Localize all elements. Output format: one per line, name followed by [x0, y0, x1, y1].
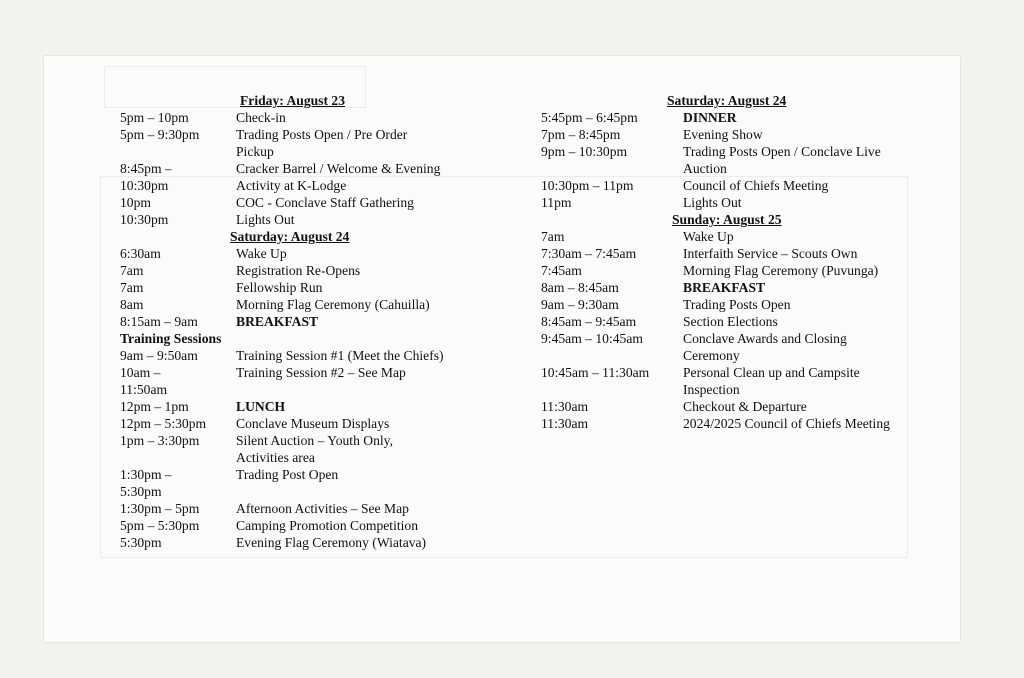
left-schedule-column [120, 92, 500, 551]
event-time: 8:15am – 9am [120, 314, 198, 329]
event-activity: Camping Promotion Competition [236, 518, 419, 533]
event-activity: Training Session #1 (Meet the Chiefs) [236, 348, 444, 363]
schedule-row [120, 160, 500, 194]
event-time: 9am – 9:30am [541, 297, 619, 312]
schedule-row [120, 279, 500, 296]
schedule-row [120, 415, 500, 432]
event-time: 8am [120, 297, 144, 312]
event-activity: Trading Post Open [236, 467, 339, 482]
saturday-afternoon-events [120, 347, 500, 551]
saturday-evening-header: Saturday: August 24 [667, 93, 787, 108]
event-time: 5:30pm [120, 535, 162, 550]
event-activity: Interfaith Service – Scouts Own [683, 246, 858, 261]
schedule-row [120, 500, 500, 517]
saturday-evening-events [541, 109, 931, 211]
event-activity: LUNCH [236, 399, 286, 414]
schedule-row [120, 517, 500, 534]
schedule-row [541, 313, 931, 330]
event-activity: Training Session #2 – See Map [236, 365, 406, 380]
friday-events [120, 109, 500, 228]
event-activity: Silent Auction – Youth Only, Activities area [236, 433, 393, 465]
schedule-row [541, 262, 931, 279]
event-time: 5pm – 5:30pm [120, 518, 200, 533]
event-time: 10pm [120, 195, 151, 210]
schedule-row [541, 228, 931, 245]
event-time: 9am – 9:50am [120, 348, 198, 363]
event-activity: Registration Re-Opens [236, 263, 361, 278]
event-activity: Morning Flag Ceremony (Cahuilla) [236, 297, 430, 312]
event-time: 7:30am – 7:45am [541, 246, 637, 261]
event-time: 5pm – 9:30pm [120, 127, 200, 142]
schedule-row [120, 398, 500, 415]
training-sessions-label: Training Sessions [120, 331, 222, 346]
right-schedule-column [541, 92, 931, 432]
event-time: 8:45pm – 10:30pm [120, 161, 172, 193]
event-time: 8:45am – 9:45am [541, 314, 637, 329]
event-time: 7am [120, 263, 144, 278]
event-activity: Evening Show [683, 127, 763, 142]
friday-header: Friday: August 23 [240, 93, 345, 108]
event-time: 9:45am – 10:45am [541, 331, 643, 346]
event-time: 5pm – 10pm [120, 110, 189, 125]
schedule-row [120, 126, 500, 160]
schedule-row [541, 279, 931, 296]
event-activity: Fellowship Run [236, 280, 323, 295]
schedule-row [541, 177, 931, 194]
schedule-row [120, 466, 500, 500]
event-activity: Wake Up [236, 246, 287, 261]
event-time: 10:30pm – 11pm [541, 178, 634, 193]
event-activity: Section Elections [683, 314, 778, 329]
event-activity: Lights Out [683, 195, 742, 210]
event-activity: Trading Posts Open / Conclave Live Auction [683, 144, 881, 176]
event-activity: Council of Chiefs Meeting [683, 178, 829, 193]
schedule-row [120, 313, 500, 330]
schedule-row [541, 143, 931, 177]
event-activity: BREAKFAST [683, 280, 766, 295]
event-time: 11pm [541, 195, 572, 210]
event-activity: Evening Flag Ceremony (Wiatava) [236, 535, 427, 550]
schedule-row [541, 126, 931, 143]
event-time: 9pm – 10:30pm [541, 144, 628, 159]
schedule-row [541, 415, 931, 432]
event-time: 7pm – 8:45pm [541, 127, 621, 142]
event-time: 7:45am [541, 263, 582, 278]
event-time: 1:30pm – 5:30pm [120, 467, 172, 499]
schedule-row [541, 398, 931, 415]
event-activity: Lights Out [236, 212, 295, 227]
event-activity: Cracker Barrel / Welcome & Evening Activity at K-Lodge [236, 161, 441, 193]
schedule-row [541, 330, 931, 364]
schedule-row [120, 245, 500, 262]
schedule-row [120, 364, 500, 398]
event-activity: Personal Clean up and Campsite Inspection [683, 365, 860, 397]
event-activity: Check-in [236, 110, 286, 125]
event-time: 10:45am – 11:30am [541, 365, 650, 380]
event-activity: 2024/2025 Council of Chiefs Meeting [683, 416, 890, 431]
schedule-row [120, 347, 500, 364]
event-activity: Trading Posts Open [683, 297, 791, 312]
event-activity: Afternoon Activities – See Map [236, 501, 409, 516]
sunday-events [541, 228, 931, 432]
event-time: 6:30am [120, 246, 161, 261]
schedule-row [541, 296, 931, 313]
schedule-row [541, 364, 931, 398]
schedule-row [120, 296, 500, 313]
event-activity: Conclave Museum Displays [236, 416, 390, 431]
event-time: 12pm – 5:30pm [120, 416, 207, 431]
event-time: 7am [120, 280, 144, 295]
schedule-row [120, 262, 500, 279]
event-activity: Trading Posts Open / Pre Order Pickup [236, 127, 408, 159]
schedule-row [120, 194, 500, 211]
event-time: 12pm – 1pm [120, 399, 189, 414]
schedule-row [541, 109, 931, 126]
schedule-row [541, 194, 931, 211]
event-activity: Checkout & Departure [683, 399, 807, 414]
event-time: 10:30pm [120, 212, 169, 227]
event-time: 7am [541, 229, 565, 244]
event-activity: Conclave Awards and Closing Ceremony [683, 331, 847, 363]
event-time: 11:30am [541, 416, 589, 431]
schedule-row [120, 534, 500, 551]
event-activity: Morning Flag Ceremony (Puvunga) [683, 263, 879, 278]
event-time: 11:30am [541, 399, 589, 414]
event-activity: COC - Conclave Staff Gathering [236, 195, 414, 210]
event-time: 1:30pm – 5pm [120, 501, 200, 516]
sunday-header: Sunday: August 25 [672, 212, 782, 227]
schedule-row [120, 211, 500, 228]
schedule-row [120, 432, 500, 466]
event-time: 5:45pm – 6:45pm [541, 110, 638, 125]
event-activity: BREAKFAST [236, 314, 319, 329]
event-activity: DINNER [683, 110, 737, 125]
schedule-row [541, 245, 931, 262]
event-activity: Wake Up [683, 229, 734, 244]
saturday-header: Saturday: August 24 [230, 229, 350, 244]
schedule-row [120, 109, 500, 126]
saturday-morning-events [120, 245, 500, 330]
event-time: 10am – 11:50am [120, 365, 168, 397]
event-time: 8am – 8:45am [541, 280, 619, 295]
event-time: 1pm – 3:30pm [120, 433, 200, 448]
